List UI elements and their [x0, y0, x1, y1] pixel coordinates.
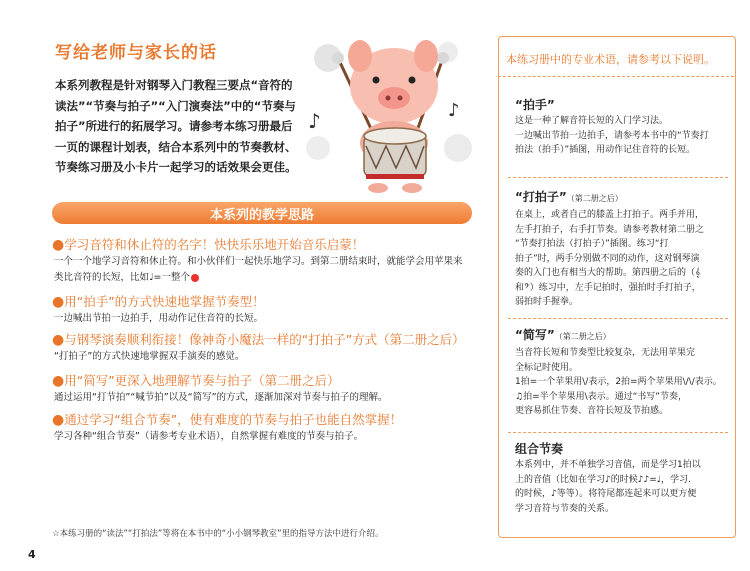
term-line: 和𝄢）练习中，左手记拍时，强拍时手打拍子， [515, 282, 701, 293]
term-line: 左手打拍子，右手打节奏。请参考教材第二册之 [515, 224, 705, 235]
pig-drummer-illustration [298, 28, 478, 198]
term-line: “节奏打拍法（打拍子）”插图。练习“打 [515, 239, 669, 249]
point-heading: 学习音符和休止符的名字！快快乐乐地开始音乐启蒙！ [64, 237, 365, 252]
term-title: 组合节奏 [515, 442, 564, 456]
term-line: 拍法（拍手）”插图，用动作记住音符的长短。 [515, 145, 696, 155]
point-body: 通过运用“打节拍”“喊节拍”以及“简写”的方式，逐渐加深对节奏与拍子的理解。 [54, 392, 388, 403]
point-heading: 通过学习“组合节奏”，使有难度的节奏与拍子也能自然掌握！ [64, 412, 403, 427]
terminology-heading: 本练习册中的专业术语，请参考以下说明。 [506, 53, 715, 66]
section-banner-title: 本系列的教学思路 [209, 208, 314, 223]
term-line: 1拍=一个苹果用\/表示，2拍=两个苹果用\/\/表示。 [515, 377, 722, 387]
term-line: 上的音值（比如在学习♪的时候♪♪=♩，学习. [515, 474, 691, 485]
page-title: 写给老师与家长的话 [55, 43, 217, 63]
point-heading: 用“拍手”的方式快速地掌握节奏型！ [64, 294, 265, 309]
intro-text: 本系列教程是针对钢琴入门教程三要点“音符的读法”“节奏与拍子”“入门演奏法”中的“节奏与拍子”所进行的拓展学习。请参考本练习册最后一页的课程计划表，结合本系列中的节奏教材、节奏练习册及小卡片一起学习的话效果会更佳。 [55, 78, 297, 174]
svg-text:♪: ♪ [448, 100, 460, 121]
point-heading: 用“简写”更深入地理解节奏与拍子（第二册之后） [64, 373, 340, 388]
teaching-point: ●与钢琴演奏顺利衔接！像神奇小魔法一样的“打拍子”方式（第二册之后） “打拍子”的方式快速地掌握双手演奏的感觉。 [52, 331, 492, 365]
point-body: “打拍子”的方式快速地掌握双手演奏的感觉。 [54, 351, 245, 362]
term-note: （第二册之后） [566, 194, 623, 203]
term-combined-rhythm [515, 440, 727, 516]
term-shorthand [515, 326, 727, 419]
term-title: “简写” [515, 328, 555, 342]
point-body: 学习各种“组合节奏”（请参考专业术语），自然掌握有难度的节奏与拍子。 [54, 431, 364, 442]
divider [508, 318, 728, 319]
term-note: （第二册之后） [554, 332, 611, 341]
term-line: 这是一种了解音符长短的入门学习法。 [515, 116, 669, 126]
term-clap [515, 96, 727, 158]
teaching-point: ●学习音符和休止符的名字！快快乐乐地开始音乐启蒙！ 一个一个地学习音符和休止符。和小伙伴们一起快乐地学习。到第二册结束时，就能学会用苹果来 类比音符的长短，比如♩=一整个 [52, 236, 492, 286]
term-title: “打拍子” [515, 190, 567, 204]
term-line: 本系列中，并不单独学习音值，而是学习1拍以 [515, 460, 701, 470]
divider [508, 177, 728, 178]
footnote: ☆本练习册的“读法”“打拍法”等将在本书中的“小小钢琴教室”里的指导方法中进行介绍。 [52, 529, 384, 539]
term-line: 在桌上，或者自己的膝盖上打拍子。两手并用， [515, 210, 705, 220]
page-number: 4 [28, 548, 36, 561]
term-line: 更容易抓住节奏、音符长短及节拍感。 [515, 406, 669, 416]
term-line: 拍子”时，两手分别做不同的动作，这对钢琴演 [515, 253, 700, 264]
term-line: 的时候，♪等等）。将符尾都连起来可以更方便 [515, 489, 697, 499]
term-line: 弱拍时手握拳。 [515, 297, 579, 307]
teaching-point: ●用“简写”更深入地理解节奏与拍子（第二册之后） 通过运用“打节拍”“喊节拍”以及“简写”的方式，逐渐加深对节奏与拍子的理解。 [52, 372, 492, 406]
term-line: 奏的入门也有相当大的帮助。第四册之后的（𝄞 [515, 268, 701, 278]
point-body: 一边喊出节拍一边拍手，用动作记住音符的长短。 [54, 313, 264, 324]
svg-text:♪: ♪ [308, 109, 321, 133]
point-heading: 与钢琴演奏顺利衔接！像神奇小魔法一样的“打拍子”方式（第二册之后） [64, 332, 465, 347]
point-body: 类比音符的长短，比如♩=一整个 [54, 272, 190, 283]
term-line: 学习音符与节奏的关系。 [515, 503, 615, 514]
term-line: 一边喊出节拍一边拍手，请参考本书中的“节奏打 [515, 130, 709, 141]
term-line: ♫拍=半个苹果用\表示。通过“书写”节奏， [515, 391, 687, 402]
term-line: 当音符长短和节奏型比较复杂，无法用苹果完 [515, 348, 696, 358]
teaching-point: ●用“拍手”的方式快速地掌握节奏型！ 一边喊出节拍一边拍手，用动作记住音符的长短。 [52, 293, 492, 327]
term-tap-beat [515, 188, 727, 310]
term-line: 全标记时使用。 [515, 362, 579, 373]
term-title: “拍手” [515, 98, 555, 112]
point-body: 一个一个地学习音符和休止符。和小伙伴们一起快乐地学习。到第二册结束时，就能学会用苹果来 [54, 256, 463, 267]
teaching-point: ●通过学习“组合节奏”，使有难度的节奏与拍子也能自然掌握！ 学习各种“组合节奏”（请参考专业术语），自然掌握有难度的节奏与拍子。 [52, 411, 492, 445]
divider [508, 432, 728, 433]
apple-icon [191, 274, 199, 282]
